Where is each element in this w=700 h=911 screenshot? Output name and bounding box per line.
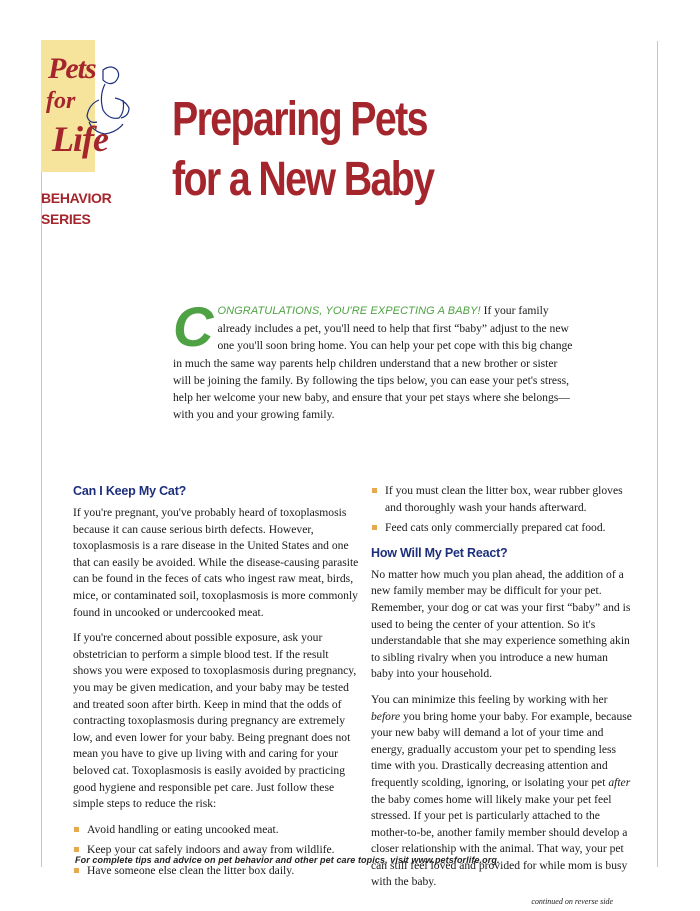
logo-for-text: for [46, 88, 76, 114]
logo-pets-text: Pets [48, 52, 96, 85]
list-item: Avoid handling or eating uncooked meat. [73, 822, 359, 839]
text-run: the baby comes home will likely make your pet feel stressed. If your pet is particularly attached to the mother-to-be, another family member should develop a closer relationship with the animal. That way, your pet can still feel loved and provided for while mom is busy with the baby. [371, 792, 628, 889]
list-item: Keep your cat safely indoors and away from wildlife. [73, 842, 359, 859]
text-run: you bring home your baby. For example, because your new baby will demand a lot of your time and energy, gradually accustom your pet to spending less time with you. Drastically decreasing attention and frequently scolding, ignoring, or isolating your pet [371, 709, 632, 789]
list-item: If you must clean the litter box, wear rubber gloves and thoroughly wash your hands afterward. [371, 483, 633, 516]
continued-note: continued on reverse side [531, 897, 613, 907]
paragraph: No matter how much you plan ahead, the addition of a new family member may be difficult for your pet. Remember, your dog or cat was your first “baby” and is used to being the center of your attention. So it's understandable that she may experience something akin to sibling rivalry when you introduce a new human baby into your household. [371, 567, 631, 681]
intro-lead: ONGRATULATIONS, YOU'RE EXPECTING A BABY! [217, 305, 481, 317]
paragraph: If you're concerned about possible exposure, ask your obstetrician to perform a simple blood test. If the result shows you were exposed to toxoplasmosis during pregnancy, you may be given medication, and your baby may be tested and treated soon after birth. Keep in mind that the odds of contracting toxoplasmosis during pregnancy are extremely low, and even lower for your baby. Being pregnant does not mean you have to give up living with and caring for your beloved cat. Toxoplasmosis is easily avoided by practicing good hygiene and responsible pet care. Just follow these simple steps to reduce the risk: [73, 631, 357, 811]
emphasis: before [371, 709, 401, 723]
title-line-2: for a New Baby [172, 153, 434, 206]
list-item: Have someone else clean the litter box daily. [73, 863, 359, 880]
emphasis: after [608, 775, 631, 789]
right-column [371, 483, 633, 911]
heading-pet-react: How Will My Pet React? [371, 545, 508, 560]
paragraph: If you're pregnant, you've probably heard of toxoplasmosis because it can cause serious birth defects. However, toxoplasmosis is a rare disease in the United States and one that can easily be avoided. While the disease-causing parasite can be found in the feces of cats who ingest raw meat, birds, mice, or contaminated soil, toxoplasmosis is more commonly found in uncooked or undercooked meat. [73, 506, 359, 619]
list-item: Feed cats only commercially prepared cat food. [371, 520, 633, 537]
bullet-list [73, 822, 359, 880]
intro-paragraph [173, 295, 573, 423]
intro-body: If your family already includes a pet, you'll need to help that first “baby” adjust to the new one you'll soon bring home. You can help your pet cope with this big change in much the same way parents help children understand that a new brother or sister will be joining the family. By following the tips below, you can ease your pet's stress, help her welcome your new baby, and ensure that your pet stays where she belongs—with you and your growing family. [173, 304, 573, 422]
series-line-2: SERIES [41, 211, 91, 227]
heading-keep-cat: Can I Keep My Cat? [73, 484, 187, 498]
footer-note: For complete tips and advice on pet behavior and other pet care topics, visit www.petsforlife.org. [75, 855, 500, 865]
title-line-1: Preparing Pets [172, 93, 427, 146]
series-line-1: BEHAVIOR [41, 190, 112, 206]
series-label [41, 188, 111, 230]
page-title [172, 90, 433, 210]
left-column [73, 483, 359, 887]
logo-life-text: Life [52, 119, 108, 159]
right-margin-rule [657, 41, 658, 867]
bullet-list [371, 483, 633, 537]
drop-cap: C [173, 295, 214, 358]
text-run: You can minimize this feeling by working with her [371, 692, 608, 706]
